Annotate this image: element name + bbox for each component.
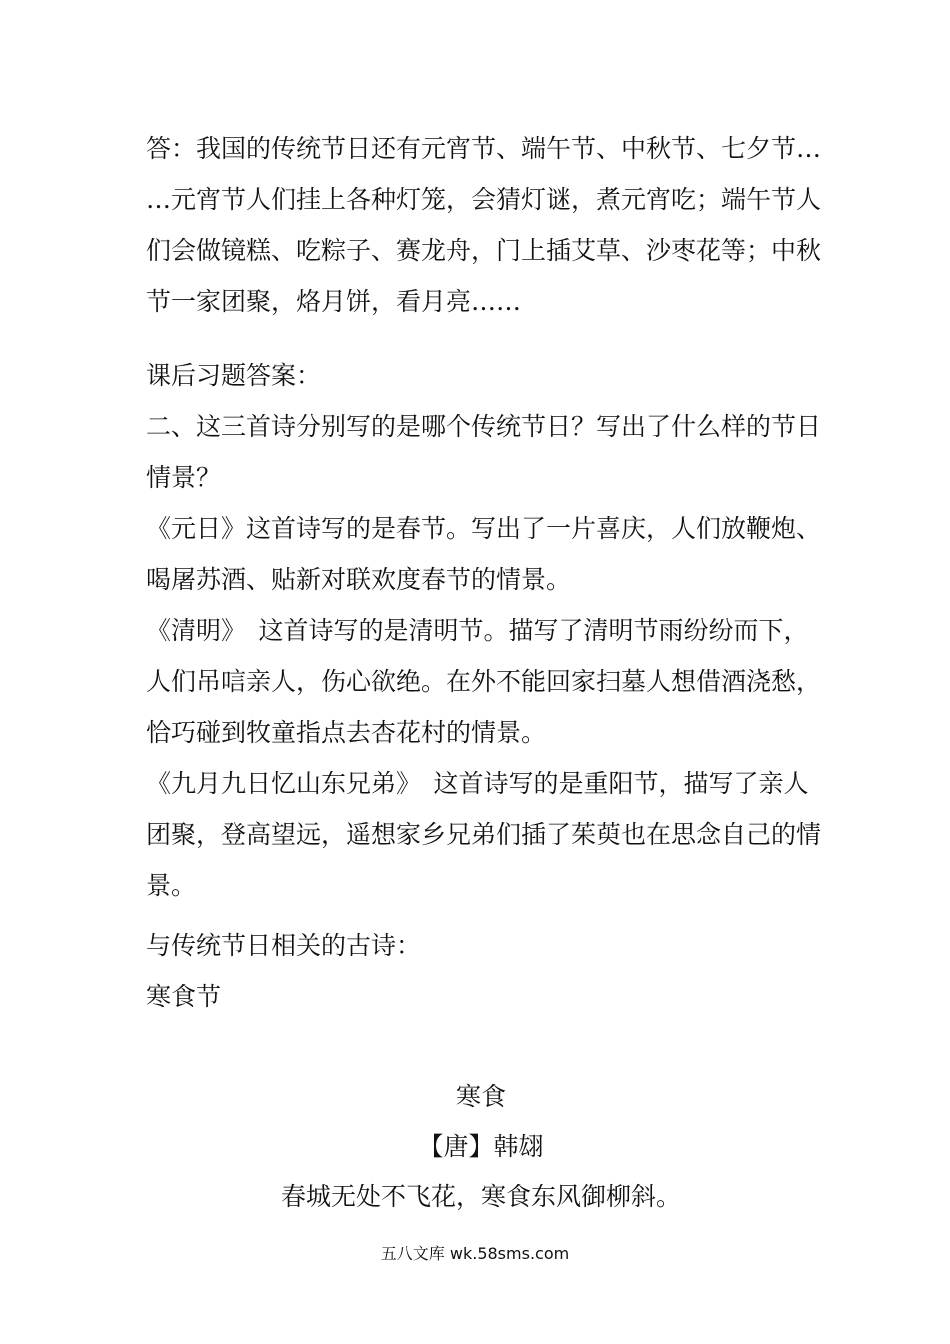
poem-answer-line: 团聚，登高望远，遥想家乡兄弟们插了茱萸也在思念自己的情 bbox=[146, 820, 822, 849]
question-line: 情景？ bbox=[146, 463, 222, 492]
poem-author: 【唐】韩翃 bbox=[418, 1132, 544, 1161]
poem-answer-line: 恰巧碰到牧童指点去杏花村的情景。 bbox=[146, 718, 547, 747]
answer-line: 答：我国的传统节日还有元宵节、端午节、中秋节、七夕节… bbox=[146, 134, 822, 163]
answer-line: 节一家团聚，烙月饼，看月亮…… bbox=[146, 287, 522, 316]
related-heading: 与传统节日相关的古诗： bbox=[146, 931, 422, 960]
poem-answer-line: 《九月九日忆山东兄弟》 这首诗写的是重阳节，描写了亲人 bbox=[146, 769, 809, 798]
answer-paragraph bbox=[146, 123, 822, 327]
poem-line: 春城无处不飞花，寒食东风御柳斜。 bbox=[280, 1182, 681, 1211]
answer-line: …元宵节人们挂上各种灯笼，会猜灯谜，煮元宵吃；端午节人 bbox=[146, 185, 822, 214]
exercise-section bbox=[146, 350, 822, 911]
poem-answer-line: 喝屠苏酒、贴新对联欢度春节的情景。 bbox=[146, 565, 572, 594]
poem-answer-line: 《清明》 这首诗写的是清明节。描写了清明节雨纷纷而下， bbox=[146, 616, 809, 645]
poem-title: 寒食 bbox=[455, 1082, 506, 1111]
question-line: 二、这三首诗分别写的是哪个传统节日？写出了什么样的节日 bbox=[146, 412, 822, 441]
festival-name: 寒食节 bbox=[146, 982, 222, 1011]
related-section bbox=[146, 920, 816, 1022]
poem-answer-line: 景。 bbox=[146, 871, 197, 900]
poem-answer-line: 《元日》这首诗写的是春节。写出了一片喜庆，人们放鞭炮、 bbox=[146, 514, 822, 543]
poem-answer-line: 人们吊唁亲人，伤心欲绝。在外不能回家扫墓人想借酒浇愁， bbox=[146, 667, 822, 696]
page-footer: 五八文库 wk.58sms.com bbox=[380, 1244, 570, 1263]
answer-line: 们会做镜糕、吃粽子、赛龙舟，门上插艾草、沙枣花等；中秋 bbox=[146, 236, 822, 265]
exercise-heading: 课后习题答案： bbox=[146, 361, 322, 390]
